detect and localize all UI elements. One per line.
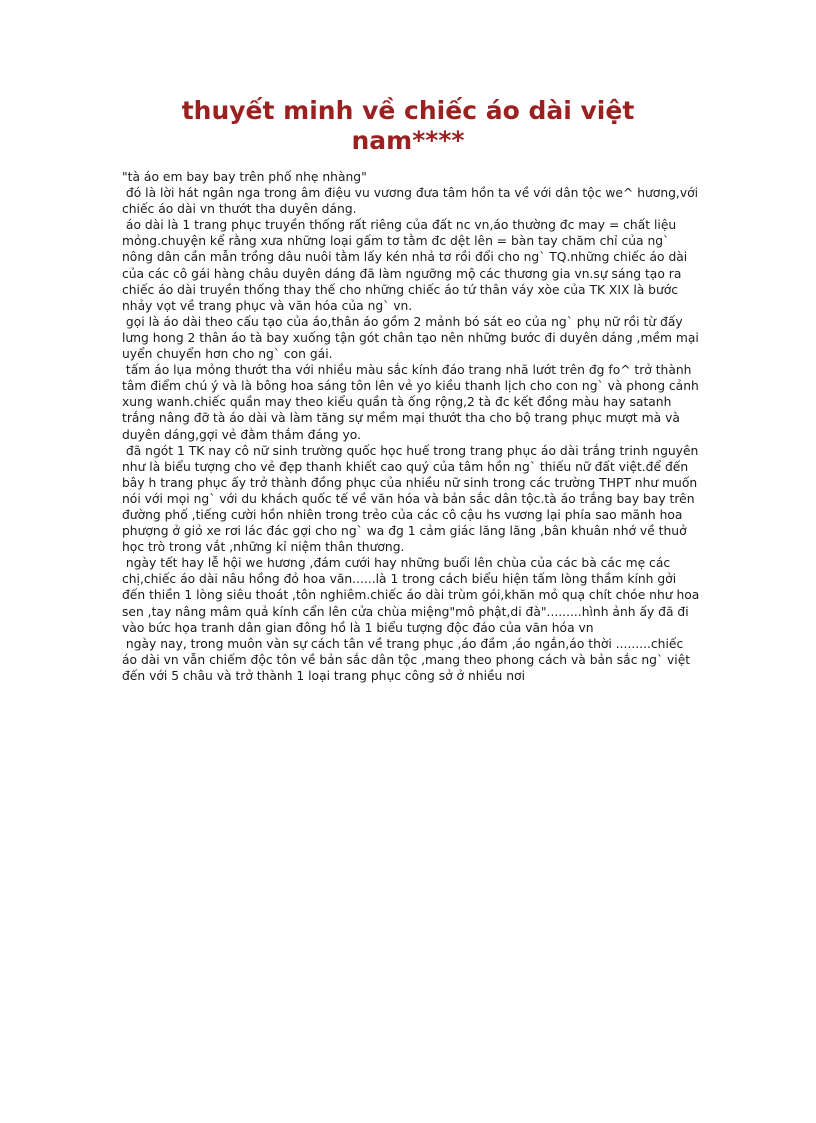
paragraph-8: ngày nay, trong muôn vàn sự cách tân về trang phục ,áo đầm ,áo ngắn,áo thời .........chiếc áo dài vn vẫn chiếm độc tôn về bản sắc dân tộc ,mang theo phong cách và bản sắc ng` việt đến với 5 châu và trở thành 1 loại trang phục công sở ở nhiều nơi: [122, 636, 695, 683]
paragraph-2: đó là lời hát ngân nga trong âm điệu vu vương đưa tâm hồn ta về với dân tộc we^ hương,với chiếc áo dài vn thướt tha duyên dáng.: [122, 186, 702, 217]
paragraph-1: "tà áo em bay bay trên phố nhẹ nhàng": [122, 170, 367, 184]
paragraph-3: áo dài là 1 trang phục truyền thống rất riêng của đất nc vn,áo thường đc may = chất liệu mỏng.chuyện kể rằng xưa những loại gấm tơ tằm đc dệt lên = bàn tay chăm chỉ của ng` nông dân cần mẫn trồng dâu nuôi tằm lấy kén nhả tơ rồi đổi cho ng` TQ.những chiếc áo dài của các cô gái hàng châu duyên dáng đã làm ngưỡng mộ các thương gia vn.sự sáng tạo ra chiếc áo dài truyền thống thay thế cho những chiếc áo tứ thân váy xòe của TK XIX là bước nhảy vọt về trang phục và văn hóa của ng` vn.: [122, 218, 692, 313]
document-body: [122, 169, 702, 684]
paragraph-6: đã ngót 1 TK nay cô nữ sinh trường quốc học huế trong trang phục áo dài trắng trinh nguyên như là biểu tượng cho vẻ đẹp thanh khiết cao quý của tâm hồn ng` thiếu nữ đất việt.để đến bây h trang phục ấy trở thành đồng phục của nhiều nữ sinh trong các trường THPT như muốn nói với mọi ng` với du khách quốc tế về văn hóa và bản sắc dân tộc.tà áo trắng bay bay trên đường phố ,tiếng cười hồn nhiên trong trẻo của các cô cậu hs vương lại phía sao mãnh hoa phượng ở giỏ xe rơi lác đác gợi cho ng` wa đg 1 cảm giác lăng lăng ,bân khuân nhớ về thuở học trò trong vắt ,những kỉ niệm thân thương.: [122, 443, 703, 555]
paragraph-7: ngày tết hay lễ hội we hương ,đám cưới hay những buổi lên chùa của các bà các mẹ các chị,chiếc áo dài nâu hồng đỏ hoa văn......là 1 trong cách biểu hiện tấm lòng thầm kính gởi đến thiền 1 lòng siêu thoát ,tôn nghiêm.chiếc áo dài trùm gói,khăn mỏ quạ chít chóe như hoa sen ,tay nâng mâm quả kính cẩn lên cửa chùa miệng"mô phật,di đà".........hình ảnh ấy đã đi vào bức họa tranh dân gian đông hồ là 1 biểu tượng độc đáo của văn hóa vn: [122, 556, 704, 635]
paragraph-5: tấm áo lụa mỏng thướt tha với nhiều màu sắc kính đáo trang nhã lướt trên đg fo^ trở thành tâm điểm chú ý và là bông hoa sáng tôn lên vẻ yo kiều thanh lịch cho con ng` và phong cảnh xung wanh.chiếc quần may theo kiểu quần tà ống rộng,2 tà đc kết đồng màu hay satanh trắng nâng đỡ tà áo dài và làm tăng sự mềm mại thướt tha cho bộ trang phục mượt mà và duyên dáng,gợi vẻ đằm thắm đáng yo.: [122, 363, 703, 442]
paragraph-4: gọi là áo dài theo cấu tạo của áo,thân áo gồm 2 mảnh bó sát eo của ng` phụ nữ rồi từ đấy lưng hong 2 thân áo tà bay xuống tận gót chân tạo nên những bước đi duyên dáng ,mềm mại uyển chuyển hơn cho ng` con gái.: [122, 314, 703, 362]
document-title: thuyết minh về chiếc áo dài việt nam****: [181, 96, 635, 155]
